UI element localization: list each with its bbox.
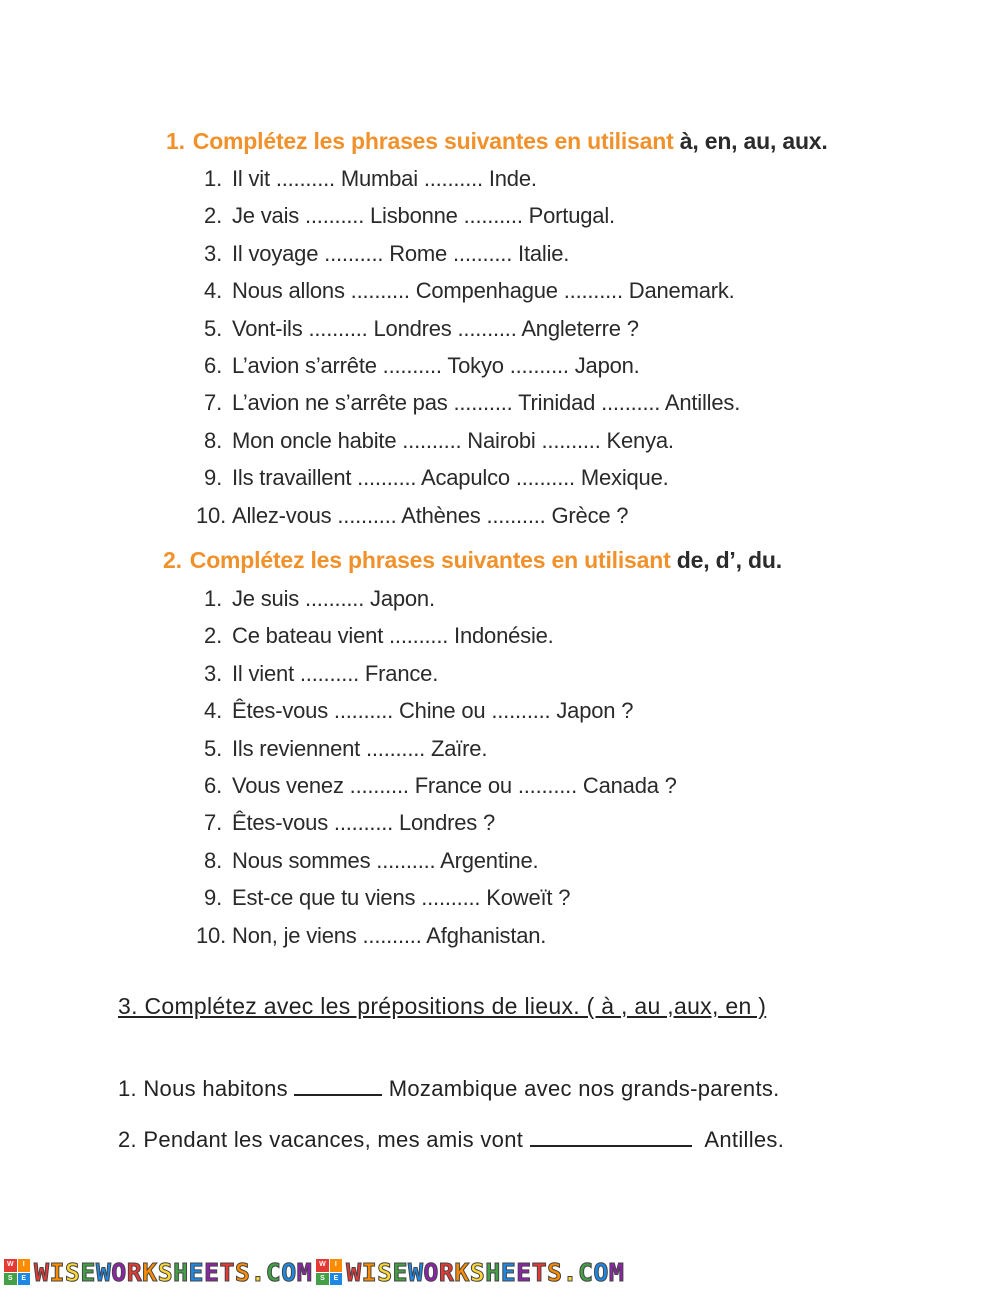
watermark-letter: W bbox=[346, 1257, 362, 1287]
watermark-letter: I bbox=[49, 1257, 65, 1287]
item-sentence: Il vient .......... France. bbox=[232, 660, 439, 686]
list-item bbox=[196, 276, 735, 306]
watermark-letter: S bbox=[234, 1257, 251, 1287]
list-item bbox=[196, 734, 487, 764]
list-item bbox=[196, 696, 633, 726]
item-number: 9. bbox=[204, 465, 222, 491]
exercise-1-number: 1. bbox=[166, 128, 185, 154]
watermark-letter: R bbox=[126, 1257, 143, 1287]
watermark-letter: W bbox=[407, 1257, 424, 1287]
watermark-letter: E bbox=[392, 1257, 408, 1287]
line-2-prefix: 2. Pendant les vacances, mes amis vont bbox=[118, 1127, 524, 1152]
list-item bbox=[196, 501, 628, 531]
logo-letter: E bbox=[18, 1273, 31, 1286]
watermark-logo-1 bbox=[4, 1258, 312, 1287]
item-number: 2. bbox=[204, 203, 222, 229]
logo-letter: S bbox=[4, 1273, 17, 1286]
watermark-letter: W bbox=[95, 1257, 112, 1287]
exercise-3-heading: 3. Complétez avec les prépositions de lieux. ( à , au ,aux, en ) bbox=[118, 993, 767, 1019]
item-number: 4. bbox=[204, 698, 222, 724]
exercise-3-line-1 bbox=[118, 1074, 780, 1102]
watermark-letter: S bbox=[469, 1257, 486, 1287]
item-sentence: Est-ce que tu viens .......... Koweït ? bbox=[232, 885, 571, 911]
logo-letter: I bbox=[18, 1259, 31, 1272]
list-item bbox=[196, 771, 677, 801]
list-item bbox=[196, 584, 435, 614]
item-sentence: Je suis .......... Japon. bbox=[232, 586, 435, 611]
watermark-letter: C bbox=[577, 1257, 594, 1287]
watermark-letter: O bbox=[281, 1257, 297, 1287]
watermark-letter: O bbox=[111, 1257, 127, 1287]
item-sentence: Êtes-vous .......... Chine ou .......... Japon ? bbox=[232, 698, 634, 724]
watermark-letter: O bbox=[423, 1257, 439, 1287]
watermark-letter: . bbox=[250, 1257, 266, 1287]
list-item bbox=[196, 239, 569, 269]
item-number: 5. bbox=[204, 735, 222, 761]
line-1-prefix: 1. Nous habitons bbox=[118, 1076, 288, 1101]
line-1-suffix: Mozambique avec nos grands-parents. bbox=[388, 1076, 780, 1101]
watermark-letter: C bbox=[265, 1257, 282, 1287]
item-sentence: Nous allons .......... Compenhague .......... Danemark. bbox=[232, 278, 735, 304]
exercise-3-line-2 bbox=[118, 1125, 784, 1153]
item-sentence: Ils reviennent .......... Zaïre. bbox=[232, 735, 488, 761]
watermark-letter: H bbox=[485, 1257, 501, 1287]
watermark-letter: H bbox=[173, 1257, 189, 1287]
item-number: 3. bbox=[204, 240, 222, 266]
item-sentence: Allez-vous .......... Athènes .......... Grèce ? bbox=[232, 502, 629, 528]
logo-letter: E bbox=[330, 1273, 343, 1286]
item-number: 6. bbox=[204, 773, 222, 798]
watermark-letter: E bbox=[516, 1257, 532, 1287]
item-sentence: Ce bateau vient .......... Indonésie. bbox=[232, 623, 554, 649]
item-number: 3. bbox=[204, 660, 222, 686]
watermark-letter: W bbox=[34, 1257, 50, 1287]
logo-letter: I bbox=[330, 1259, 343, 1272]
exercise-1-heading bbox=[166, 128, 828, 155]
item-number: 10. bbox=[196, 502, 226, 528]
watermark-letter: E bbox=[500, 1257, 517, 1287]
item-sentence: L’avion s’arrête .......... Tokyo .......... Japon. bbox=[232, 353, 640, 378]
watermark-logo-2 bbox=[316, 1258, 624, 1287]
list-item bbox=[196, 201, 615, 231]
watermark-letter: . bbox=[562, 1257, 578, 1287]
exercise-2-heading bbox=[163, 547, 782, 574]
item-number: 7. bbox=[204, 810, 222, 836]
exercise-1-instruction: Complétez les phrases suivantes en utilisant bbox=[192, 128, 674, 154]
list-item bbox=[196, 164, 537, 194]
item-number: 8. bbox=[204, 847, 222, 873]
item-sentence: L’avion ne s’arrête pas .......... Trinidad .......... Antilles. bbox=[232, 390, 741, 416]
item-number: 2. bbox=[204, 623, 222, 649]
watermark-letter: I bbox=[361, 1257, 378, 1287]
watermark-letter: S bbox=[547, 1257, 563, 1287]
item-sentence: Il vit .......... Mumbai .......... Inde. bbox=[232, 166, 537, 191]
logo-grid-icon bbox=[316, 1259, 342, 1285]
watermark-letter: K bbox=[454, 1257, 470, 1287]
exercise-1-keywords: à, en, au, aux. bbox=[679, 128, 828, 154]
watermark-letter: E bbox=[203, 1257, 220, 1287]
item-number: 9. bbox=[204, 885, 222, 911]
watermark-letter: K bbox=[142, 1257, 158, 1287]
list-item bbox=[196, 808, 495, 838]
item-sentence: Je vais .......... Lisbonne .......... Portugal. bbox=[232, 203, 615, 229]
exercise-2-number: 2. bbox=[163, 547, 182, 573]
list-item bbox=[196, 659, 438, 689]
item-number: 10. bbox=[196, 922, 226, 948]
logo-letter: W bbox=[316, 1259, 329, 1272]
watermark-letter: S bbox=[377, 1257, 393, 1287]
watermark-letter: M bbox=[296, 1257, 313, 1287]
watermark-letter: E bbox=[188, 1257, 204, 1287]
exercise-2-keywords: de, d’, du. bbox=[676, 547, 782, 573]
item-sentence: Ils travaillent .......... Acapulco .......... Mexique. bbox=[232, 465, 669, 491]
item-number: 1. bbox=[204, 586, 222, 611]
item-number: 5. bbox=[204, 315, 222, 341]
list-item bbox=[196, 883, 570, 913]
watermark-letter: S bbox=[157, 1257, 174, 1287]
item-sentence: Mon oncle habite .......... Nairobi .......... Kenya. bbox=[232, 427, 674, 453]
list-item bbox=[196, 921, 546, 951]
list-item bbox=[196, 463, 669, 493]
line-1-blank[interactable] bbox=[294, 1074, 382, 1096]
item-number: 8. bbox=[204, 427, 222, 453]
watermark-letter: T bbox=[219, 1257, 235, 1287]
list-item bbox=[196, 351, 640, 381]
watermark-letter: T bbox=[531, 1257, 548, 1287]
item-sentence: Êtes-vous .......... Londres ? bbox=[232, 810, 496, 836]
list-item bbox=[196, 621, 554, 651]
list-item bbox=[196, 314, 639, 344]
watermark-letter: R bbox=[438, 1257, 455, 1287]
item-number: 4. bbox=[204, 278, 222, 304]
logo-grid-icon bbox=[4, 1259, 30, 1285]
item-number: 1. bbox=[204, 166, 222, 191]
item-sentence: Nous sommes .......... Argentine. bbox=[232, 847, 539, 873]
line-2-suffix: Antilles. bbox=[704, 1127, 785, 1152]
item-sentence: Il voyage .......... Rome .......... Italie. bbox=[232, 240, 570, 266]
exercise-2-instruction: Complétez les phrases suivantes en utilisant bbox=[189, 547, 671, 573]
watermark-letter: E bbox=[80, 1257, 96, 1287]
item-sentence: Vont-ils .......... Londres .......... Angleterre ? bbox=[232, 315, 639, 341]
watermark-letter: S bbox=[64, 1257, 81, 1287]
logo-letter: S bbox=[316, 1273, 329, 1286]
list-item bbox=[196, 388, 740, 418]
list-item bbox=[196, 426, 674, 456]
item-number: 6. bbox=[204, 353, 222, 378]
item-number: 7. bbox=[204, 390, 222, 416]
watermark-letter: M bbox=[608, 1257, 625, 1287]
logo-letter: W bbox=[4, 1259, 17, 1272]
item-sentence: Non, je viens .......... Afghanistan. bbox=[232, 922, 547, 948]
footer-watermark-strip bbox=[0, 1256, 1000, 1288]
watermark-text bbox=[34, 1258, 312, 1287]
watermark-text bbox=[346, 1258, 624, 1287]
watermark-letter: O bbox=[593, 1257, 609, 1287]
item-sentence: Vous venez .......... France ou .......... Canada ? bbox=[232, 773, 677, 798]
list-item bbox=[196, 846, 538, 876]
line-2-blank[interactable] bbox=[530, 1125, 692, 1147]
